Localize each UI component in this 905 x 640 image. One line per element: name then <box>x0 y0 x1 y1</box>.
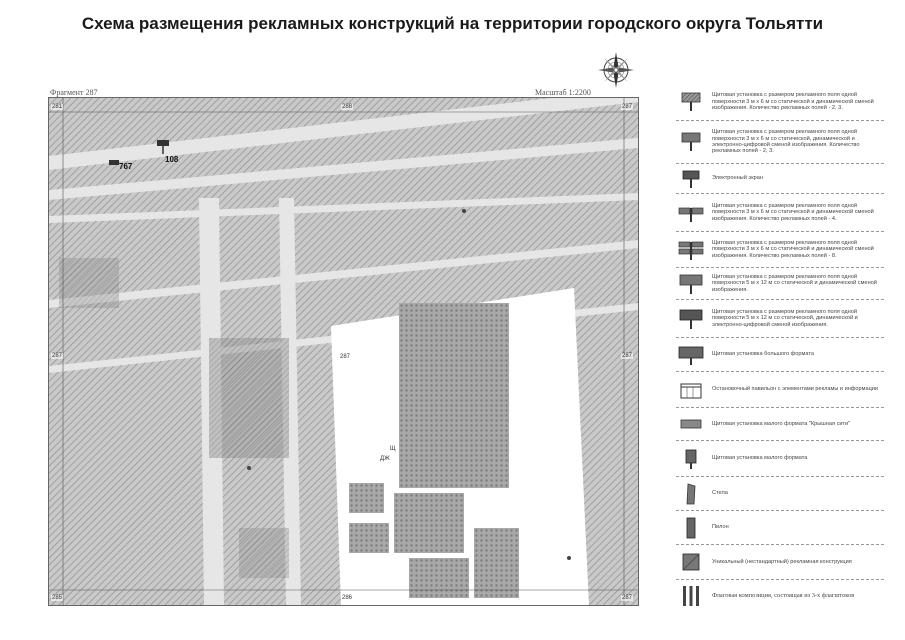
legend-item <box>676 300 884 338</box>
legend-item <box>676 268 884 300</box>
legend-item <box>676 408 884 441</box>
billboard-5x12-digital-icon <box>676 308 706 330</box>
unique-construction-icon <box>676 551 706 573</box>
map-fragment[interactable] <box>48 97 639 606</box>
grid-label: 287 <box>622 595 633 601</box>
point-marker <box>462 209 466 213</box>
building <box>349 483 384 513</box>
point-marker <box>567 556 571 560</box>
grid-label: 281 <box>52 104 63 110</box>
page-title: Схема размещения рекламных конструкций на территории городского округа Тольятти <box>81 14 824 33</box>
legend-item <box>676 511 884 545</box>
legend-text: Остановочный павильон с элементами рекламы и информации <box>712 386 879 393</box>
legend-text: Щитовая установка с размером рекламного поля одной поверхности 3 м х 6 м со статической и динамической сменой изображения. Количество рекламных полей - 2, 3. <box>712 92 874 112</box>
electronic-screen-icon <box>676 168 706 190</box>
building <box>394 493 464 553</box>
grid-label: 286 <box>342 595 353 601</box>
sign-marker[interactable] <box>109 160 119 165</box>
legend-text: Электронный экран <box>712 175 763 182</box>
billboard-3x6-icon <box>676 91 706 113</box>
building <box>474 528 519 598</box>
legend-item <box>676 477 884 511</box>
grid-label: 287 <box>340 354 351 360</box>
billboard-4-fields-icon <box>676 202 706 224</box>
legend-text: Флаговая композиция, состоящая из 3-х флагштоков <box>712 592 855 599</box>
billboard-3x6-digital-icon <box>676 131 706 153</box>
legend-item <box>676 580 884 611</box>
pavilion-icon <box>676 379 706 401</box>
legend-text: Щитовая установка с размером рекламного поля одной поверхности 5 м х 12 м со статической, динамической и электронно-цифровой сменой изображения. <box>712 308 858 328</box>
legend-item <box>676 545 884 580</box>
sign-number[interactable]: 108 <box>165 155 179 164</box>
grid-label: 287 <box>622 353 633 359</box>
legend-text: Щитовая установка с размером рекламного поля одной поверхности 3 м х 6 м со статической и динамической сменой изображения. Количество рекламных полей - 4. <box>712 202 874 222</box>
legend-item <box>676 232 884 268</box>
billboard-8-fields-icon <box>676 239 706 261</box>
fragment-label: Фрагмент 287 <box>50 88 98 97</box>
legend-item <box>676 84 884 121</box>
point-marker <box>247 466 251 470</box>
grid-label: 288 <box>342 104 353 110</box>
compass-rose-icon <box>596 50 636 90</box>
legend-text: Щитовая установка с размером рекламного поля одной поверхности 3 м х 6 м со статической и динамической сменой изображения. Количество рекламных полей - 8. <box>712 239 874 259</box>
legend-item <box>676 372 884 408</box>
legend-text: Стела <box>712 490 728 497</box>
legend-text: Щитовая установка с размером рекламного поля одной поверхности 5 м х 12 м со статической и динамической сменой изображения. <box>712 273 877 293</box>
building <box>399 303 509 488</box>
building <box>409 558 469 598</box>
sign-number[interactable]: 767 <box>119 162 133 171</box>
small-format-icon <box>676 448 706 470</box>
building <box>59 258 119 308</box>
legend-item <box>676 441 884 477</box>
legend-item <box>676 194 884 232</box>
billboard-5x12-icon <box>676 273 706 295</box>
legend-item <box>676 338 884 372</box>
building <box>209 338 289 458</box>
legend-text: Щитовая установка малого формата "Крышная сити" <box>712 420 851 427</box>
legend-text: Пилон <box>712 524 729 531</box>
legend-text: Щитовая установка малого формата <box>712 455 808 462</box>
legend-text: Щитовая установка с размером рекламного поля одной поверхности 3 м х 6 м со статической, динамической и электронно-цифровой сменой изображения. Количество рекламных полей - 2, 3. <box>712 129 860 155</box>
legend-text: Уникальный (нестандартный) рекламная конструкция <box>712 558 852 565</box>
building-label: Щ <box>390 446 396 452</box>
sign-marker[interactable] <box>157 140 169 146</box>
flag-composition-icon <box>676 584 706 608</box>
building-label: ДЖ <box>380 456 390 462</box>
stela-icon <box>676 482 706 506</box>
legend <box>676 84 884 612</box>
legend-text: Щитовая установка большого формата <box>712 351 814 358</box>
building <box>349 523 389 553</box>
city-format-icon <box>676 413 706 435</box>
legend-item <box>676 164 884 194</box>
scale-label: Масштаб 1:2200 <box>535 88 591 97</box>
grid-label: 287 <box>52 353 63 359</box>
pylon-icon <box>676 516 706 540</box>
building <box>239 528 289 578</box>
grid-label: 285 <box>52 595 63 601</box>
legend-item <box>676 121 884 164</box>
grid-label: 287 <box>622 104 633 110</box>
large-format-icon <box>676 344 706 366</box>
